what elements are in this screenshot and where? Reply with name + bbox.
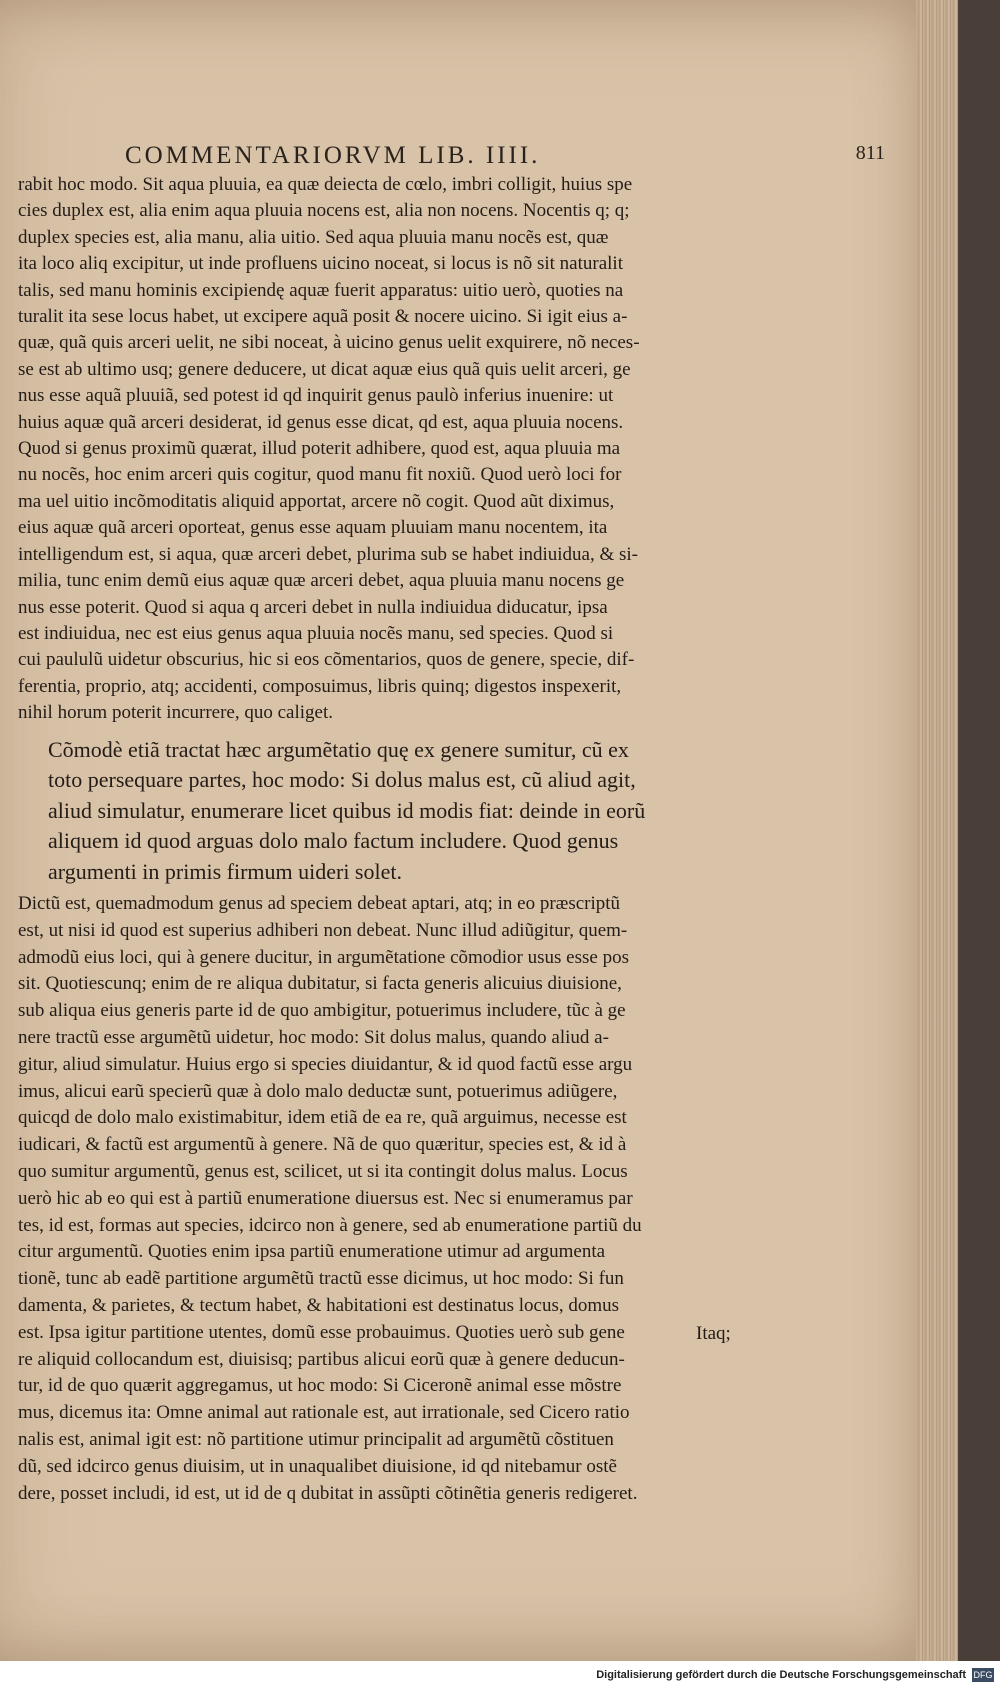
running-header [125,142,945,170]
text-line: est. Ipsa igitur partitione utentes, domũ esse probauimus. Quoties uerò sub gene [18,1321,625,1343]
text-line: duplex species est, alia manu, alia uitio. Sed aqua pluuia manu nocẽs est, quæ [18,226,609,248]
text-line: admodũ eius loci, qui à genere ducitur, in argumẽtatione cõmodior usus esse pos [18,946,629,968]
text-line: argumenti in primis firmum uideri solet. [48,858,402,884]
text-line: nu nocẽs, hoc enim arceri quis cogitur, quod manu fit noxiũ. Quod uerò loci for [18,464,622,486]
page-body [18,172,748,1507]
text-line: nere tractũ esse argumẽtũ uidetur, hoc modo: Sit dolus malus, quando aliud a- [18,1027,609,1049]
text-line: se est ab ultimo usq; genere deducere, ut dicat aquæ eius quã quis uelit arceri, ge [18,358,631,380]
text-line: citur argumentũ. Quoties enim ipsa partiũ enumeratione utimur ad argumenta [18,1241,606,1263]
paragraph-1 [18,172,748,727]
text-line: nus esse aquã pluuiã, sed potest id qd inquirit genus paulò inferius inuenire: ut [18,385,614,407]
text-line: re aliquid collocandum est, diuisisq; partibus alicui eorũ quæ à genere deducun- [18,1348,625,1370]
paragraph-2-lemma [18,735,748,888]
footer-credit: Digitalisierung gefördert durch die Deutsche Forschungsgemeinschaft [596,1669,966,1681]
text-line: imus, alicui earũ specierũ quæ à dolo malo deductæ sunt, potuerimus adiũgere, [18,1080,618,1102]
text-line: nus esse poterit. Quod si aqua q arceri debet in nulla indiuidua diducatur, ipsa [18,596,608,618]
text-line: est, ut nisi id quod est superius adhiberi non debeat. Nunc illud adiũgitur, quem- [18,919,628,941]
text-line: rabit hoc modo. Sit aqua pluuia, ea quæ deiecta de cœlo, imbri colligit, huius spe [18,174,633,195]
page-number: 811 [855,142,885,164]
text-line: nalis est, animal igit est: nõ partitione utimur principalit ad argumẽtũ cõstituen [18,1428,614,1450]
text-line: sit. Quotiescunq; enim de re aliqua dubitatur, si facta generis alicuius diuisione, [18,973,622,995]
text-line: toto persequare partes, hoc modo: Si dolus malus est, cũ aliud agit, [48,767,636,793]
text-line: damenta, & parietes, & tectum habet, & habitationi est destinatus locus, domus [18,1294,620,1316]
text-line: est indiuidua, nec est eius genus aqua pluuia nocẽs manu, sed species. Quod si [18,622,614,644]
text-line: uerò hic ab eo qui est à partiũ enumeratione diuersus est. Nec si enumeramus par [18,1187,633,1209]
text-line: quicqd de dolo malo existimabitur, idem etiã de ea re, quã arguimus, necesse est [18,1107,627,1129]
paragraph-3 [18,891,748,1507]
text-line: intelligendum est, si aqua, quæ arceri debet, plurima sub se habet indiuidua, & si- [18,543,638,565]
text-line: milia, tunc enim demũ eius aquæ quæ arceri debet, aqua pluuia manu nocens ge [18,570,625,592]
footer-bar [0,1661,1000,1689]
text-line: iudicari, & factũ est argumentũ à genere. Nã de quo quæritur, species est, & id à [18,1134,627,1156]
text-line: aliud simulatur, enumerare licet quibus id modis fiat: deinde in eorũ [48,797,646,823]
text-line: Cõmodè etiã tractat hæc argumẽtatio quę ex genere sumitur, cũ ex [48,736,629,762]
text-line: cui paululũ uidetur obscurius, hic si eos cõmentarios, quos de genere, specie, dif- [18,649,635,671]
text-line: dũ, sed idcirco genus diuisim, ut in unaqualibet diuisione, id qd nitebamur ostẽ [18,1455,617,1477]
text-line: Quod si genus proximũ quærat, illud poterit adhibere, quod est, aqua pluuia ma [18,438,621,460]
text-line: tionẽ, tunc ab eadẽ partitione argumẽtũ tractũ esse dicimus, ut hoc modo: Si fun [18,1268,624,1290]
text-line: ita loco aliq excipitur, ut inde profluens uicino noceat, si locus is nõ sit naturalit [18,253,623,275]
text-line: huius aquæ quã arceri desiderat, id genus esse dicat, qd est, aqua pluuia nocens. [18,411,624,433]
text-line: eius aquæ quã arceri oporteat, genus esse aquam pluuiam manu nocentem, ita [18,517,608,539]
text-line: gitur, aliud simulatur. Huius ergo si species diuidantur, & id quod factũ esse argu [18,1053,633,1075]
text-line: ma uel uitio incõmoditatis aliquid apportat, arcere nõ cogit. Quod aũt diximus, [18,490,615,512]
text-line: dere, posset includi, id est, ut id de q dubitat in assũpti cõtinẽtia generis redigeret. [18,1482,638,1504]
text-line: turalit ita sese locus habet, ut excipere aquã posit & nocere uicino. Si igit eius a- [18,306,628,328]
catchword: Itaq; [696,1323,731,1344]
text-line: aliquem id quod arguas dolo malo factum includere. Quod genus [48,828,619,854]
page-edge [916,0,958,1661]
text-line: cies duplex est, alia enim aqua pluuia nocens est, alia non nocens. Nocentis q; q; [18,200,630,222]
text-line: quæ, quã quis arceri uelit, ne sibi noceat, à uicino genus uelit exquirere, nõ neces- [18,332,640,354]
dfg-logo: DFG [973,1670,993,1680]
text-line: quo sumitur argumentũ, genus est, scilicet, ut si ita contingit dolus malus. Locus [18,1161,628,1182]
running-title: COMMENTARIORVM LIB. IIII. [125,142,541,169]
text-line: tes, id est, formas aut species, idcirco non à genere, sed ab enumeratione partiũ du [18,1214,642,1236]
text-line: Dictũ est, quemadmodum genus ad speciem debeat aptari, atq; in eo præscriptũ [18,893,621,915]
text-line: mus, dicemus ita: Omne animal aut rationale est, aut irrationale, sed Cicero ratio [18,1402,630,1424]
text-line: sub aliqua eius generis parte id de quo ambigitur, potuerimus includere, tũc à ge [18,1000,626,1022]
text-line: nihil horum poterit incurrere, quo caliget. [18,702,333,724]
text-line: tur, id de quo quærit aggregamus, ut hoc modo: Si Ciceronẽ animal esse mõstre [18,1375,622,1397]
text-line: ferentia, proprio, atq; accidenti, composuimus, libris quinq; digestos inspexerit, [18,675,622,697]
text-line: talis, sed manu hominis excipiendę aquæ fuerit apparatus: uitio uerò, quoties na [18,279,624,301]
